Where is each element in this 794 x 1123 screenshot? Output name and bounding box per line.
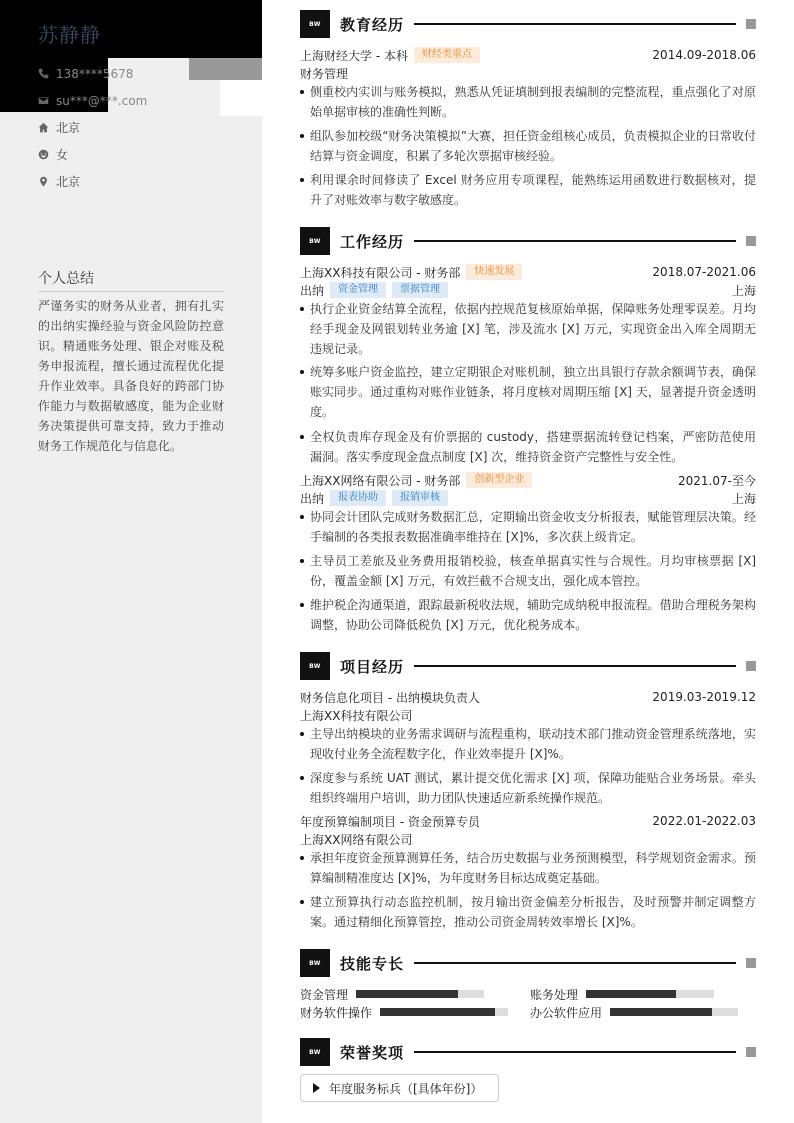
email-text: su***@***.com <box>56 93 148 108</box>
project-bullet: 建立预算执行动态监控机制，按月输出资金偏差分析报告，及时预警并制定调整方案。通过精细化预算管控，推动公司资金周转效率增长 [X]%。 <box>300 892 756 932</box>
skill-name: 账务处理 <box>530 987 579 1002</box>
award-item <box>300 1074 499 1102</box>
job-role-row <box>300 281 756 299</box>
education-bullet: 侧重校内实训与账务模拟，熟悉从凭证填制到报表编制的完整流程，重点强化了对原始单据审核的准确性判断。 <box>300 82 756 122</box>
skill-bar-fill <box>610 1008 712 1016</box>
summary-text: 严谨务实的财务从业者，拥有扎实的出纳实操经验与资金风险防控意识。精通账务处理、银企对账及税务申报流程，擅长通过流程优化提升作业效率。具备良好的跨部门协作能力与数据敏感度，能为企业财务决策提供可靠支持，致力于推动财务工作规范化与信息化。 <box>38 299 224 453</box>
skill-bar-fill <box>380 1008 495 1016</box>
section-square-marker <box>746 661 756 671</box>
job-date: 2018.07-2021.06 <box>652 265 756 279</box>
company-name: 上海XX科技有限公司 - 财务部 <box>300 265 461 280</box>
job-bullet: 主导员工差旅及业务费用报销校验，核查单据真实性与合规性。月均审核票据 [X] 份，覆盖金额 [X] 万元，有效拦截不合规支出，强化成本管控。 <box>300 551 756 591</box>
section-square-marker <box>746 19 756 29</box>
job-role-row <box>300 489 756 507</box>
job-row <box>300 263 756 281</box>
section-badge: BW <box>300 652 330 680</box>
company-name: 上海XX网络有限公司 - 财务部 <box>300 473 461 488</box>
job-bullet: 全权负责库存现金及有价票据的 custody，搭建票据流转登记档案，严密防范使用漏洞。落实季度现金盘点制度 [X] 次，维持资金资产完整性与安全性。 <box>300 427 756 467</box>
awards-section-header <box>300 1038 756 1066</box>
company-tag: 快速发展 <box>466 264 522 280</box>
school-tag: 财经类重点 <box>414 47 480 63</box>
skill-bar-fill <box>356 990 458 998</box>
skill-tag: 报销审核 <box>392 490 448 506</box>
face-icon <box>38 149 56 160</box>
phone-item <box>38 60 147 87</box>
job-bullet: 统筹多账户资金监控，建立定期银企对账机制，独立出具银行存款余额调节表，确保账实同步。通过重构对账作业链条，将月度核对周期压缩 [X] 天，显著提升资金透明度。 <box>300 362 756 422</box>
section-divider <box>414 240 736 242</box>
project-name: 年度预算编制项目 - 资金预算专员 <box>300 814 480 829</box>
job-city: 上海 <box>731 491 756 506</box>
job-row <box>300 471 756 489</box>
location-item <box>38 114 147 141</box>
skill-item <box>300 1003 508 1021</box>
award-text: 年度服务标兵（[具体年份]） <box>329 1081 483 1096</box>
sidebar <box>0 0 262 1123</box>
project-date: 2019.03-2019.12 <box>652 690 756 704</box>
job-bullet: 协同会计团队完成财务数据汇总，定期输出资金收支分析报表，赋能管理层决策。经手编制的各类报表数据准确率维持在 [X]%，多次获上级肯定。 <box>300 507 756 547</box>
location-text: 北京 <box>56 121 81 135</box>
play-triangle-icon <box>313 1083 320 1093</box>
project-row <box>300 688 756 706</box>
summary-title: 个人总结 <box>38 268 224 292</box>
candidate-name: 苏静静 <box>38 23 101 47</box>
hometown-text: 北京 <box>56 175 81 189</box>
project-bullet: 深度参与系统 UAT 测试，累计提交优化需求 [X] 项，保障功能贴合业务场景。牵头组织终端用户培训，助力团队快速适应新系统操作规范。 <box>300 768 756 808</box>
section-square-marker <box>746 236 756 246</box>
skill-tag: 报表协助 <box>330 490 386 506</box>
section-divider <box>414 665 736 667</box>
job-role: 出纳 <box>300 491 325 506</box>
email-icon <box>38 95 56 106</box>
section-badge: BW <box>300 227 330 255</box>
project-org-row <box>300 706 756 724</box>
education-bullet: 组队参加校级“财务决策模拟”大赛，担任资金组核心成员，负责模拟企业的日常收付结算与资金调度，积累了多轮次票据审核经验。 <box>300 126 756 166</box>
job-city: 上海 <box>731 283 756 298</box>
skills-title: 技能专长 <box>340 954 405 973</box>
skill-bar-fill <box>586 990 676 998</box>
phone-text: 138****5678 <box>56 66 134 81</box>
school-name: 上海财经大学 - 本科 <box>300 48 408 63</box>
skill-tag: 票据管理 <box>392 282 448 298</box>
section-square-marker <box>746 1047 756 1057</box>
header-decoration-block <box>220 80 262 116</box>
project-org: 上海XX科技有限公司 <box>300 708 413 723</box>
education-bullet: 利用课余时间修读了 Excel 财务应用专项课程，能熟练运用函数进行数据核对，提升了对账效率与数字敏感度。 <box>300 170 756 210</box>
skill-bar <box>356 990 484 998</box>
skill-item <box>300 985 484 1003</box>
section-divider <box>414 962 736 964</box>
home-icon <box>38 122 56 133</box>
gender-text: 女 <box>56 148 69 162</box>
major-name: 财务管理 <box>300 66 349 81</box>
section-badge: BW <box>300 1038 330 1066</box>
project-name: 财务信息化项目 - 出纳模块负责人 <box>300 690 480 705</box>
section-square-marker <box>746 958 756 968</box>
email-item <box>38 87 147 114</box>
project-row <box>300 812 756 830</box>
work-section-header <box>300 227 756 255</box>
major-row <box>300 64 756 82</box>
education-section-header <box>300 10 756 38</box>
skill-bar <box>610 1008 738 1016</box>
skill-bar <box>586 990 714 998</box>
skill-tag: 资金管理 <box>330 282 386 298</box>
education-date: 2014.09-2018.06 <box>652 48 756 62</box>
hometown-item <box>38 168 147 195</box>
job-bullet: 执行企业资金结算全流程，依据内控规范复核原始单据，保障账务处理零误差。月均经手现金及网银划转业务逾 [X] 笔，涉及流水 [X] 万元，实现资金出入库全周期无违规记录。 <box>300 299 756 359</box>
phone-icon <box>38 68 56 79</box>
skill-name: 财务软件操作 <box>300 1005 373 1020</box>
job-role: 出纳 <box>300 283 325 298</box>
section-divider <box>414 1051 736 1053</box>
skill-name: 资金管理 <box>300 987 349 1002</box>
section-divider <box>414 23 736 25</box>
company-tag: 创新型企业 <box>466 472 532 488</box>
job-date: 2021.07-至今 <box>678 473 756 488</box>
project-org-row <box>300 830 756 848</box>
project-org: 上海XX网络有限公司 <box>300 832 413 847</box>
project-section-header <box>300 652 756 680</box>
skill-item <box>530 985 714 1003</box>
job-bullet: 维护税企沟通渠道，跟踪最新税收法规，辅助完成纳税申报流程。借助合理税务架构调整，协助公司降低税负 [X] 万元，优化税务成本。 <box>300 595 756 635</box>
work-title: 工作经历 <box>340 232 405 251</box>
gender-item <box>38 141 147 168</box>
skill-item <box>530 1003 738 1021</box>
section-badge: BW <box>300 949 330 977</box>
skills-section-header <box>300 949 756 977</box>
education-row <box>300 46 756 64</box>
section-badge: BW <box>300 10 330 38</box>
education-title: 教育经历 <box>340 15 405 34</box>
project-bullet: 承担年度资金预算测算任务，结合历史数据与业务预测模型，科学规划资金需求。预算编制精准度达 [X]%，为年度财务目标达成奠定基础。 <box>300 848 756 888</box>
contact-info-list <box>38 60 147 195</box>
skill-bar <box>380 1008 508 1016</box>
awards-title: 荣誉奖项 <box>340 1043 405 1062</box>
project-date: 2022.01-2022.03 <box>652 814 756 828</box>
skill-name: 办公软件应用 <box>530 1005 603 1020</box>
project-title: 项目经历 <box>340 657 405 676</box>
header-decoration-block <box>189 58 262 80</box>
map-pin-icon <box>38 176 56 187</box>
project-bullet: 主导出纳模块的业务需求调研与流程重构，联动技术部门推动资金管理系统落地，实现收付业务全流程数字化，作业效率提升 [X]%。 <box>300 724 756 764</box>
